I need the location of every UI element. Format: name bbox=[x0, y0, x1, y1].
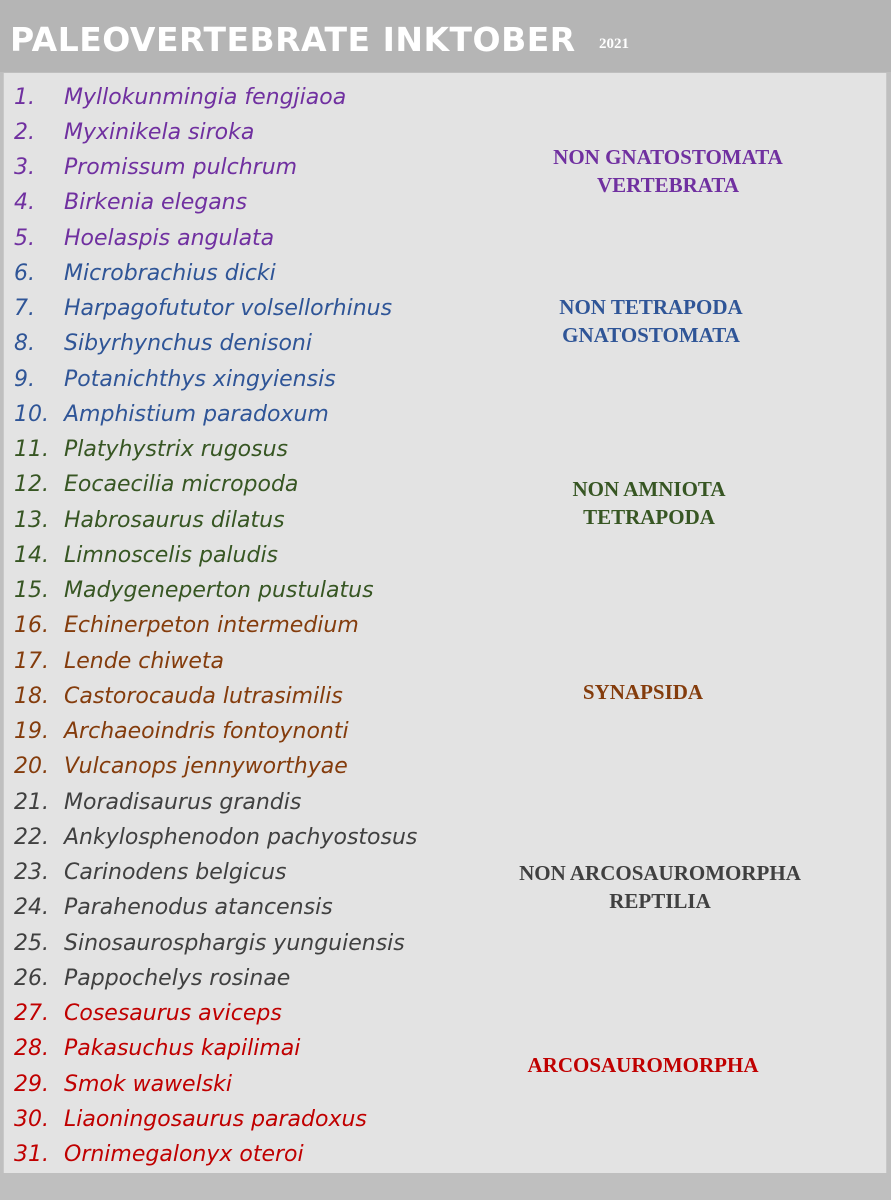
group-label-synapsida bbox=[443, 678, 843, 706]
item-number: 10. bbox=[14, 402, 49, 427]
item-number: 5. bbox=[14, 226, 35, 251]
item-number: 17. bbox=[14, 649, 49, 674]
item-number: 1. bbox=[14, 85, 35, 110]
species-name: Cosesaurus aviceps bbox=[64, 1001, 282, 1026]
group-label-line: VERTEBRATA bbox=[596, 173, 739, 197]
list-item bbox=[14, 259, 276, 289]
list-item bbox=[14, 576, 374, 606]
list-item bbox=[14, 329, 312, 359]
list-item bbox=[14, 1105, 367, 1135]
item-number: 2. bbox=[14, 120, 35, 145]
item-number: 18. bbox=[14, 684, 49, 709]
list-item bbox=[14, 1034, 300, 1064]
item-number: 19. bbox=[14, 719, 49, 744]
list-item bbox=[14, 83, 346, 113]
species-name: Sibyrhynchus denisoni bbox=[64, 331, 312, 356]
list-item bbox=[14, 999, 282, 1029]
group-label-line: NON AMNIOTA bbox=[572, 477, 726, 501]
list-item bbox=[14, 1140, 304, 1170]
species-name: Hoelaspis angulata bbox=[64, 226, 275, 251]
item-number: 28. bbox=[14, 1036, 49, 1061]
item-number: 3. bbox=[14, 155, 35, 180]
species-name: Liaoningosaurus paradoxus bbox=[64, 1107, 367, 1132]
item-number: 29. bbox=[14, 1072, 49, 1097]
species-name: Parahenodus atancensis bbox=[64, 895, 333, 920]
species-name: Potanichthys xingyiensis bbox=[64, 367, 336, 392]
group-label-non-gnatostomata bbox=[468, 143, 868, 199]
species-name: Ornimegalonyx oteroi bbox=[64, 1142, 304, 1167]
list-item bbox=[14, 400, 329, 430]
species-name: Pappochelys rosinae bbox=[64, 966, 291, 991]
species-name: Lende chiweta bbox=[64, 649, 225, 674]
list-item bbox=[14, 365, 336, 395]
species-name: Amphistium paradoxum bbox=[64, 402, 329, 427]
list-item bbox=[14, 153, 297, 183]
page-title: PALEOVERTEBRATE INKTOBER bbox=[10, 20, 576, 59]
item-number: 6. bbox=[14, 261, 35, 286]
group-label-line: NON GNATOSTOMATA bbox=[553, 145, 783, 169]
group-label-line: REPTILIA bbox=[609, 889, 711, 913]
species-name: Limnoscelis paludis bbox=[64, 543, 279, 568]
content-panel bbox=[3, 73, 887, 1173]
item-number: 13. bbox=[14, 508, 49, 533]
species-name: Sinosaurosphargis yunguiensis bbox=[64, 931, 405, 956]
item-number: 11. bbox=[14, 437, 49, 462]
species-name: Madygeneperton pustulatus bbox=[64, 578, 374, 603]
list-item bbox=[14, 294, 392, 324]
list-item bbox=[14, 435, 288, 465]
list-item bbox=[14, 682, 343, 712]
species-name: Harpagofututor volsellorhinus bbox=[64, 296, 393, 321]
species-name: Pakasuchus kapilimai bbox=[64, 1036, 301, 1061]
item-number: 7. bbox=[14, 296, 35, 321]
list-item bbox=[14, 893, 333, 923]
list-item bbox=[14, 541, 278, 571]
item-number: 22. bbox=[14, 825, 49, 850]
species-name: Smok wawelski bbox=[64, 1072, 233, 1097]
list-item bbox=[14, 506, 285, 536]
group-label-line: SYNAPSIDA bbox=[582, 680, 704, 704]
item-number: 24. bbox=[14, 895, 49, 920]
species-name: Moradisaurus grandis bbox=[64, 790, 302, 815]
list-item bbox=[14, 823, 417, 853]
species-name: Platyhystrix rugosus bbox=[64, 437, 289, 462]
species-name: Carinodens belgicus bbox=[64, 860, 287, 885]
item-number: 9. bbox=[14, 367, 35, 392]
item-number: 15. bbox=[14, 578, 49, 603]
item-number: 4. bbox=[14, 190, 35, 215]
item-number: 25. bbox=[14, 931, 49, 956]
species-name: Castorocauda lutrasimilis bbox=[64, 684, 343, 709]
item-number: 30. bbox=[14, 1107, 49, 1132]
item-number: 27. bbox=[14, 1001, 49, 1026]
item-number: 20. bbox=[14, 754, 49, 779]
species-name: Myllokunmingia fengjiaoa bbox=[64, 85, 347, 110]
item-number: 26. bbox=[14, 966, 49, 991]
list-item bbox=[14, 118, 254, 148]
list-item bbox=[14, 1070, 232, 1100]
species-name: Birkenia elegans bbox=[64, 190, 248, 215]
species-name: Archaeoindris fontoynonti bbox=[64, 719, 349, 744]
list-item bbox=[14, 929, 405, 959]
group-label-line: NON TETRAPODA bbox=[559, 295, 743, 319]
group-label-line: ARCOSAUROMORPHA bbox=[527, 1053, 759, 1077]
group-label-line: GNATOSTOMATA bbox=[562, 323, 740, 347]
species-name: Promissum pulchrum bbox=[64, 155, 298, 180]
list-item bbox=[14, 224, 274, 254]
header-bar bbox=[0, 0, 891, 72]
item-number: 21. bbox=[14, 790, 49, 815]
species-name: Myxinikela siroka bbox=[64, 120, 255, 145]
item-number: 23. bbox=[14, 860, 49, 885]
group-label-line: TETRAPODA bbox=[583, 505, 715, 529]
group-label-line: NON ARCOSAUROMORPHA bbox=[519, 861, 801, 885]
species-name: Eocaecilia micropoda bbox=[64, 472, 299, 497]
list-item bbox=[14, 470, 298, 500]
group-label-arcosauromorpha bbox=[443, 1051, 843, 1079]
list-item bbox=[14, 717, 349, 747]
list-item bbox=[14, 964, 290, 994]
item-number: 12. bbox=[14, 472, 49, 497]
species-name: Echinerpeton intermedium bbox=[64, 613, 359, 638]
species-name: Ankylosphenodon pachyostosus bbox=[64, 825, 418, 850]
item-number: 16. bbox=[14, 613, 49, 638]
item-number: 8. bbox=[14, 331, 35, 356]
list-item bbox=[14, 788, 301, 818]
species-name: Microbrachius dicki bbox=[64, 261, 276, 286]
group-label-non-amniota bbox=[449, 475, 849, 531]
list-item bbox=[14, 188, 247, 218]
species-name: Habrosaurus dilatus bbox=[64, 508, 285, 533]
item-number: 31. bbox=[14, 1142, 49, 1167]
group-label-non-tetrapoda bbox=[451, 293, 851, 349]
year-label: 2021 bbox=[599, 36, 629, 52]
item-number: 14. bbox=[14, 543, 49, 568]
list-item bbox=[14, 611, 359, 641]
list-item bbox=[14, 647, 224, 677]
species-name: Vulcanops jennyworthyae bbox=[64, 754, 348, 779]
list-item bbox=[14, 752, 348, 782]
group-label-non-arcosauromorpha bbox=[460, 859, 860, 915]
list-item bbox=[14, 858, 287, 888]
